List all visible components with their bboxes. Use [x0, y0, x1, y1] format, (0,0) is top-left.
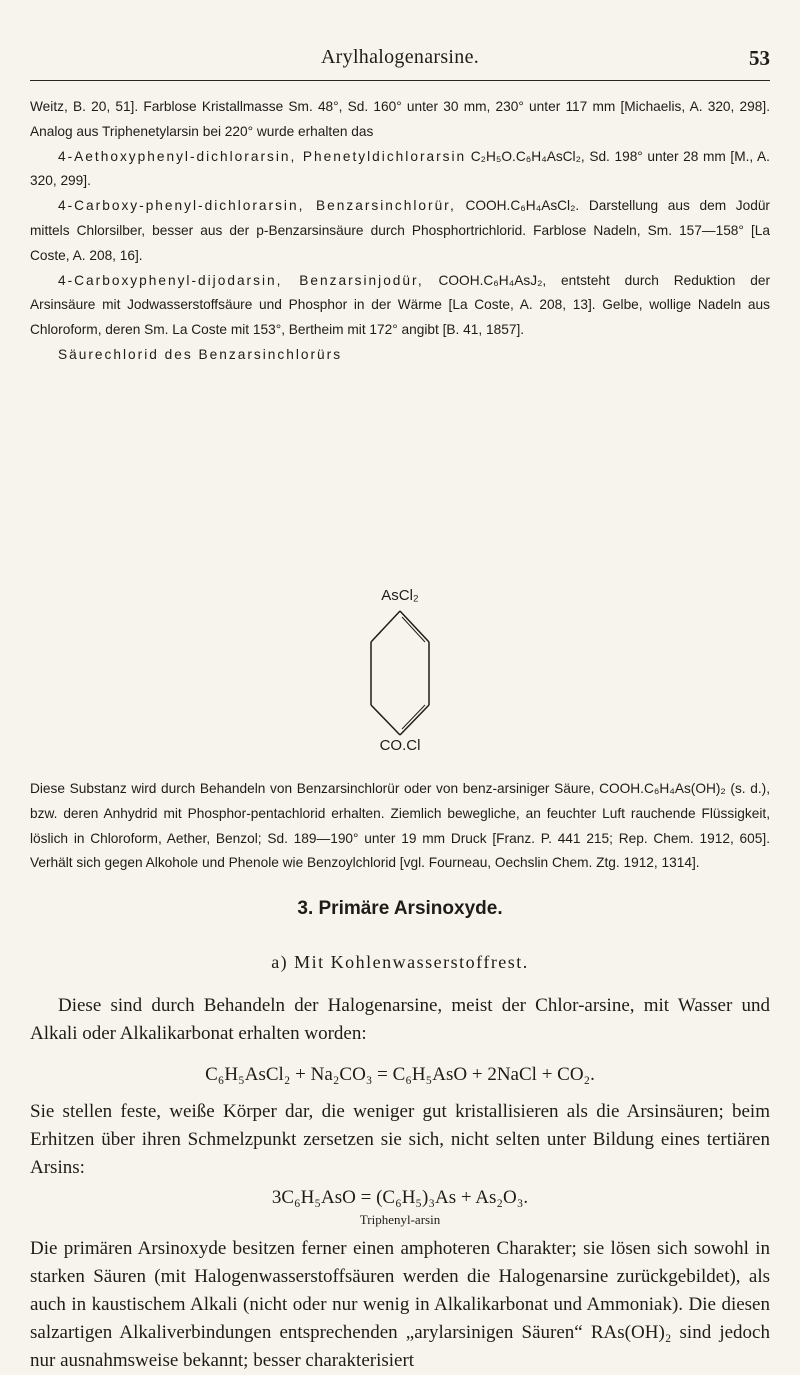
paragraph-weitz: Weitz, B. 20, 51]. Farblose Kristallmasse Sm. 48°, Sd. 160° unter 30 mm, 230° unter 117 mm [Michaelis, A. 320, 298]. Analog aus Triphenetylarsin bei 220° wurde erhalten das: [30, 99, 770, 139]
structure-top-label: AsCl₂: [381, 587, 419, 604]
structure-bottom-label: CO.Cl: [379, 737, 421, 754]
paragraph-benzarsinchlorur: [30, 194, 770, 268]
equation-2: 3C₆H₅AsO = (C₆H₅)₃As + As₂O₃.: [271, 1187, 529, 1208]
paragraph-behandeln: Diese sind durch Behandeln der Halogenarsine, meist der Chlor-arsine, mit Wasser und Alkali oder Alkalikarbonat erhalten worden:: [30, 995, 770, 1044]
compound-name-benzarsinjodur: 4-Carboxyphenyl-dijodarsin, Benzarsinjodür,: [58, 272, 424, 288]
equation-2-label: Triphenyl-arsin: [359, 1212, 441, 1227]
ring-bond: [371, 705, 400, 735]
running-head: [30, 28, 770, 81]
compound-name-benzarsinchlorur: 4-Carboxy-phenyl-dichlorarsin, Benzarsinchlorür,: [58, 198, 456, 214]
compound-text-benzarsinchlorur: COOH.C₆H₄AsCl₂. Darstellung aus dem Jodür mittels Chlorsilber, besser aus der p-Benzarsinsäure durch Phosphortrichlorid. Farblose Nadeln, Sm. 157—158° [La Coste, A. 208, 16].: [30, 198, 770, 263]
benzene-ring: [30, 587, 770, 757]
subsection-heading: a) Mit Kohlenwasserstoffrest.: [271, 952, 529, 972]
equation-1: C₆H₅AsCl₂ + Na₂CO₃ = C₆H₅AsO + 2NaCl + CO₂.: [205, 1064, 595, 1085]
page-number: 53: [749, 46, 770, 70]
compound-name-phenetyldichlorarsin: 4-Aethoxyphenyl-dichlorarsin, Phenetyldichlorarsin: [58, 148, 467, 164]
text-block-1: [30, 95, 770, 368]
paragraph-saurechlorid: Säurechlorid des Benzarsinchlorürs: [58, 346, 343, 362]
compound-text-phenetyldichlorarsin: C₂H₅O.C₆H₄AsCl₂, Sd. 198° unter 28 mm [M., A. 320, 299].: [30, 148, 770, 189]
paragraph-eigenschaften: Sie stellen feste, weiße Körper dar, die weniger gut kristallisieren als die Arsinsäuren; beim Erhitzen über ihren Schmelzpunkt zersetzen sie sich, nicht selten unter Bildung eines tertiären Arsins:: [30, 1101, 770, 1178]
paragraph-benzarsinjodur: [30, 269, 770, 343]
text-block-4: [30, 1098, 770, 1182]
paragraph-aethoxyphenyl: [30, 145, 770, 195]
structure-diagram: [30, 587, 770, 757]
paragraph-amphoter: Die primären Arsinoxyde besitzen ferner einen amphoteren Charakter; sie lösen sich sowohl in starken Säuren (mit Halogenwasserstoffsäuren werden die Halogenarsine zurückgebildet), als auch in kaustischem Alkali (nicht oder nur wenig in Alkalikarbonat und Ammoniak). Die diesen salzartigen Alkaliverbindungen entsprechenden „arylarsinigen Säuren“ RAs(OH)₂ sind jedoch nur ausnahmsweise bekannt; besser charakterisiert: [30, 1238, 770, 1371]
ring-bond-inner: [402, 705, 425, 729]
book-page: [30, 0, 770, 1371]
text-block-2: [30, 777, 770, 876]
section-heading: 3. Primäre Arsinoxyde.: [297, 898, 503, 919]
ring-bond: [400, 705, 429, 735]
text-block-5: [30, 1235, 770, 1375]
compound-text-benzarsinjodur: COOH.C₆H₄AsJ₂, entsteht durch Reduktion der Arsinsäure mit Jodwasserstoffsäure und Phosphor in der Wärme [La Coste, A. 208, 13]. Gelbe, wollige Nadeln aus Chloroform, deren Sm. La Coste mit 153°, Bertheim mit 172° angibt [B. 41, 1857].: [30, 272, 770, 338]
running-title: Arylhalogenarsine.: [320, 46, 480, 68]
text-block-3: [30, 992, 770, 1048]
ring-bond-inner: [402, 617, 425, 642]
ring-bond: [400, 611, 429, 642]
paragraph-substanz: Diese Substanz wird durch Behandeln von Benzarsinchlorür oder von benz-arsiniger Säure, COOH.C₆H₄As(OH)₂ (s. d.), bzw. deren Anhydrid mit Phosphor-pentachlorid erhalten. Ziemlich bewegliche, an feuchter Luft rauchende Flüssigkeit, löslich in Chloroform, Aether, Benzol; Sd. 189—190° unter 19 mm Druck [Franz. P. 441 215; Rep. Chem. 1912, 605]. Verhält sich gegen Alkohole und Phenole wie Benzoylchlorid [vgl. Fourneau, Oechslin Chem. Ztg. 1912, 1314].: [30, 781, 770, 871]
ring-bond: [371, 611, 400, 642]
